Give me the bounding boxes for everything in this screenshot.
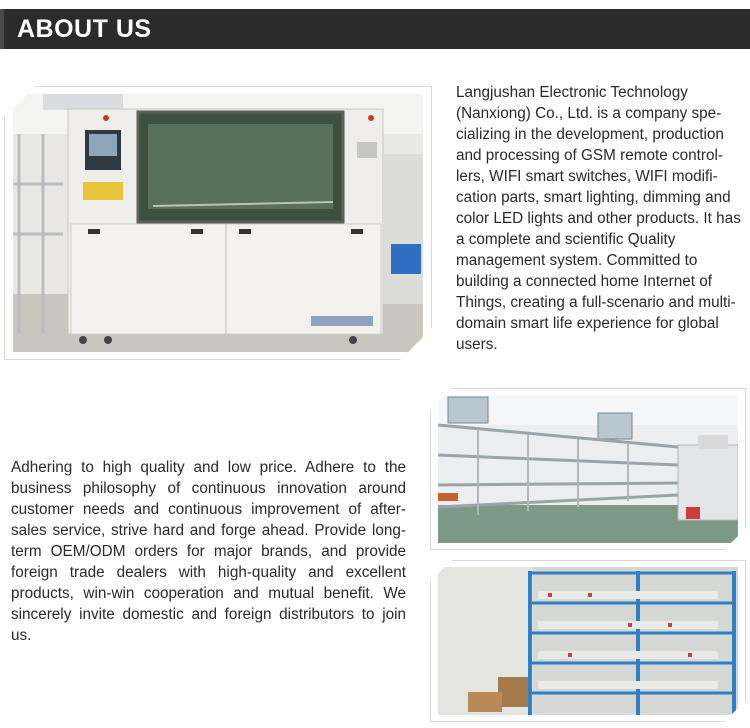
philosophy-paragraph: Adhering to high quality and low price. Adhere to the business philosophy of continuous innovation around customer needs and continuous improvement of after-sales service, strive hard and forge ahead. Provide long-term OEM/ODM orders for major brands, and provide foreign trade dealers with high-quality and excellent products, win-win cooperation and mutual benefit. We sincerely invite domestic and foreign distributors to join us. (11, 459, 406, 644)
machine-photo (13, 94, 423, 352)
page-title: ABOUT US (17, 15, 152, 43)
shelving-photo (438, 567, 738, 715)
section-header (0, 9, 750, 49)
company-intro-paragraph: Langjushan Electronic Technology (Nanxiong) Co., Ltd. is a company specializing in the development, production and processing of GSM remote controllers, WIFI smart switches, WIFI modification parts, smart lighting, dimming and color LED lights and other products. It has a complete and scientific Quality management system. Committed to building a connected home Internet of Things, creating a full-scenario and multi-domain smart life experience for global users. (456, 84, 741, 353)
shelving-photo-frame (430, 560, 746, 722)
assembly-line-photo-frame (430, 388, 746, 550)
header-accent-bar (0, 9, 4, 49)
assembly-line-photo (438, 395, 738, 543)
machine-photo-frame (4, 86, 432, 360)
